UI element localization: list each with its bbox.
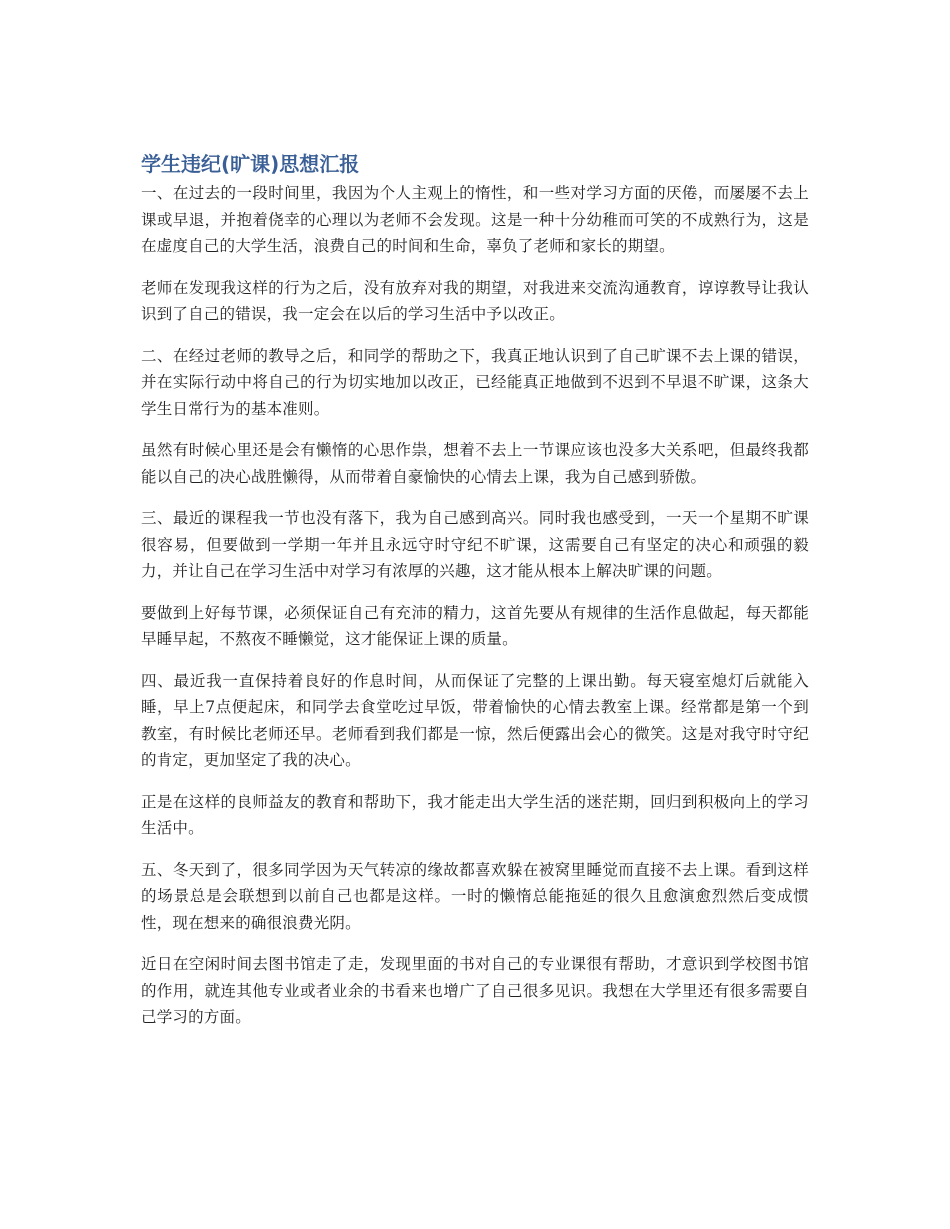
paragraph-1: 一、在过去的一段时间里，我因为个人主观上的惰性，和一些对学习方面的厌倦，而屡屡不去上课或早退，并抱着侥幸的心理以为老师不会发现。这是一种十分幼稚而可笑的不成熟行为，这是在虚度自己的大学生活，浪费自己的时间和生命，辜负了老师和家长的期望。: [141, 184, 809, 255]
paragraph-3: 二、在经过老师的教导之后，和同学的帮助之下，我真正地认识到了自己旷课不去上课的错误，并在实际行动中将自己的行为切实地加以改正，已经能真正地做到不迟到不早退不旷课，这条大学生日常行为的基本准则。: [141, 346, 809, 418]
paragraph-2: 老师在发现我这样的行为之后，没有放弃对我的期望，对我进来交流沟通教育，谆谆教导让我认识到了自己的错误，我一定会在以后的学习生活中予以改正。: [141, 278, 809, 323]
paragraph-8: 正是在这样的良师益友的教育和帮助下，我才能走出大学生活的迷茫期，回归到积极向上的学习生活中。: [141, 792, 809, 837]
paragraph-10: 近日在空闲时间去图书馆走了走，发现里面的书对自己的专业课很有帮助，才意识到学校图书馆的作用，就连其他专业或者业余的书看来也增广了自己很多见识。我想在大学里还有很多需要自己学习的方面。: [141, 955, 809, 1026]
paragraph-6: 要做到上好每节课，必须保证自己有充沛的精力，这首先要从有规律的生活作息做起，每天都能早睡早起，不熬夜不睡懒觉，这才能保证上课的质量。: [141, 603, 809, 648]
paragraph-7: 四、最近我一直保持着良好的作息时间，从而保证了完整的上课出勤。每天寝室熄灯后就能入睡，早上7点便起床，和同学去食堂吃过早饭，带着愉快的心情去教室上课。经常都是第一个到教室，有时候比老师还早。老师看到我们都是一惊，然后便露出会心的微笑。这是对我守时守纪的肯定，更加坚定了我的决心。: [141, 671, 809, 769]
page-title: 学生违纪(旷课)思想汇报: [141, 152, 360, 176]
document-page: [141, 150, 809, 1046]
paragraph-9: 五、冬天到了，很多同学因为天气转凉的缘故都喜欢躲在被窝里睡觉而直接不去上课。看到这样的场景总是会联想到以前自己也都是这样。一时的懒惰总能拖延的很久且愈演愈烈然后变成惯性，现在想来的确很浪费光阴。: [141, 860, 809, 932]
paragraph-4: 虽然有时候心里还是会有懒惰的心思作祟，想着不去上一节课应该也没多大关系吧，但最终我都能以自己的决心战胜懒得，从而带着自豪愉快的心情去上课，我为自己感到骄傲。: [141, 441, 809, 486]
paragraph-5: 三、最近的课程我一节也没有落下，我为自己感到高兴。同时我也感受到，一天一个星期不旷课很容易，但要做到一学期一年并且永远守时守纪不旷课，这需要自己有坚定的决心和顽强的毅力，并让自己在学习生活中对学习有浓厚的兴趣，这才能从根本上解决旷课的问题。: [141, 509, 809, 580]
